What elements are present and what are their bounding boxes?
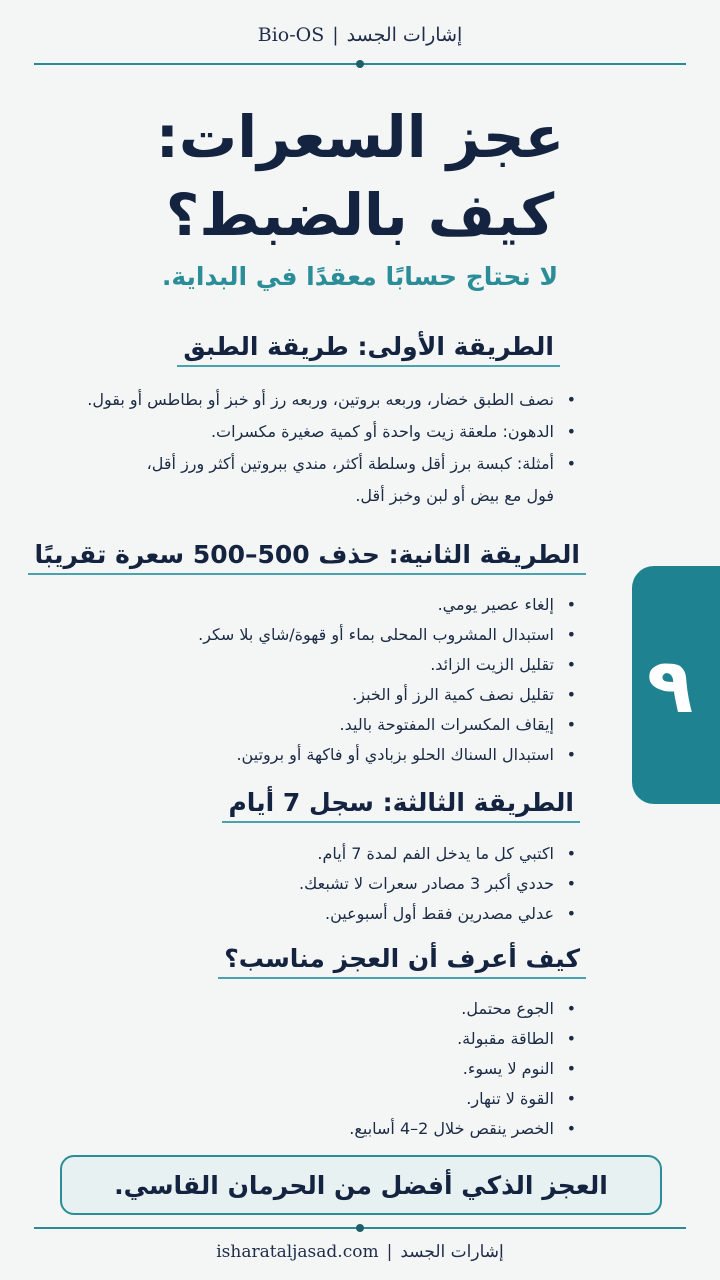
title-line-2: كيف بالضبط؟ bbox=[165, 181, 555, 249]
list-item: • تقليل الزيت الزائد. bbox=[198, 650, 580, 680]
bottom-divider-dot bbox=[356, 1224, 364, 1232]
footer-site: isharataljasad.com bbox=[216, 1242, 379, 1262]
list-item: • إيقاف المكسرات المفتوحة باليد. bbox=[198, 710, 580, 740]
list-item-continuation: فول مع بيض أو لبن وخبز أقل. bbox=[355, 486, 554, 505]
brand-name: Bio-OS bbox=[257, 24, 325, 46]
list-item: • القوة لا تنهار. bbox=[349, 1084, 580, 1114]
list-item: • تقليل نصف كمية الرز أو الخبز. bbox=[198, 680, 580, 710]
list-cut-calories bbox=[198, 590, 580, 770]
list-item: • إلغاء عصير يومي. bbox=[198, 590, 580, 620]
list-item: • عدلي مصدرين فقط أول أسبوعين. bbox=[299, 899, 580, 929]
section-heading-cut-calories: الطريقة الثانية: حذف 500–500 سعرة تقريبًا bbox=[28, 540, 586, 575]
list-item: • نصف الطبق خضار، وربعه بروتين، وربعه رز أو خبز أو بطاطس أو بقول. bbox=[87, 384, 580, 416]
section-heading-plate-method: الطريقة الأولى: طريقة الطبق bbox=[177, 332, 560, 367]
section-heading-seven-day-log: الطريقة الثالثة: سجل 7 أيام bbox=[222, 788, 580, 823]
series-name: إشارات الجسد bbox=[346, 24, 463, 46]
list-item: • النوم لا يسوء. bbox=[349, 1054, 580, 1084]
section-heading-deficit-check: كيف أعرف أن العجز مناسب؟ bbox=[218, 944, 586, 979]
list-item: • الطاقة مقبولة. bbox=[349, 1024, 580, 1054]
title-line-1: عجز السعرات: bbox=[155, 103, 565, 171]
page-title bbox=[60, 98, 660, 254]
top-divider-dot bbox=[356, 60, 364, 68]
list-item: • حددي أكبر 3 مصادر سعرات لا تشبعك. bbox=[299, 869, 580, 899]
footer-series: إشارات الجسد bbox=[400, 1242, 504, 1262]
list-item: • الدهون: ملعقة زيت واحدة أو كمية صغيرة مكسرات. bbox=[87, 416, 580, 448]
list-item: • اكتبي كل ما يدخل الفم لمدة 7 أيام. bbox=[299, 839, 580, 869]
list-item: • أمثلة: كبسة برز أقل وسلطة أكثر، مندي ببروتين أكثر ورز أقل، bbox=[87, 448, 580, 480]
list-item: • الجوع محتمل. bbox=[349, 994, 580, 1024]
list-item: • استبدال المشروب المحلى بماء أو قهوة/شاي بلا سكر. bbox=[198, 620, 580, 650]
list-seven-day-log bbox=[299, 839, 580, 929]
page-number: ٩ bbox=[646, 640, 694, 730]
footer bbox=[0, 1242, 720, 1262]
list-plate-method bbox=[87, 384, 580, 512]
list-deficit-check bbox=[349, 994, 580, 1144]
callout-text: العجز الذكي أفضل من الحرمان القاسي. bbox=[114, 1170, 608, 1200]
header bbox=[0, 24, 720, 46]
list-item: • الخصر ينقص خلال 2–4 أسابيع. bbox=[349, 1114, 580, 1144]
callout-box bbox=[60, 1155, 662, 1215]
page-subtitle: لا نحتاج حسابًا معقدًا في البداية. bbox=[161, 262, 559, 291]
footer-separator: | bbox=[386, 1242, 393, 1262]
header-separator: | bbox=[332, 24, 339, 46]
list-item: • استبدال السناك الحلو بزبادي أو فاكهة أو بروتين. bbox=[198, 740, 580, 770]
